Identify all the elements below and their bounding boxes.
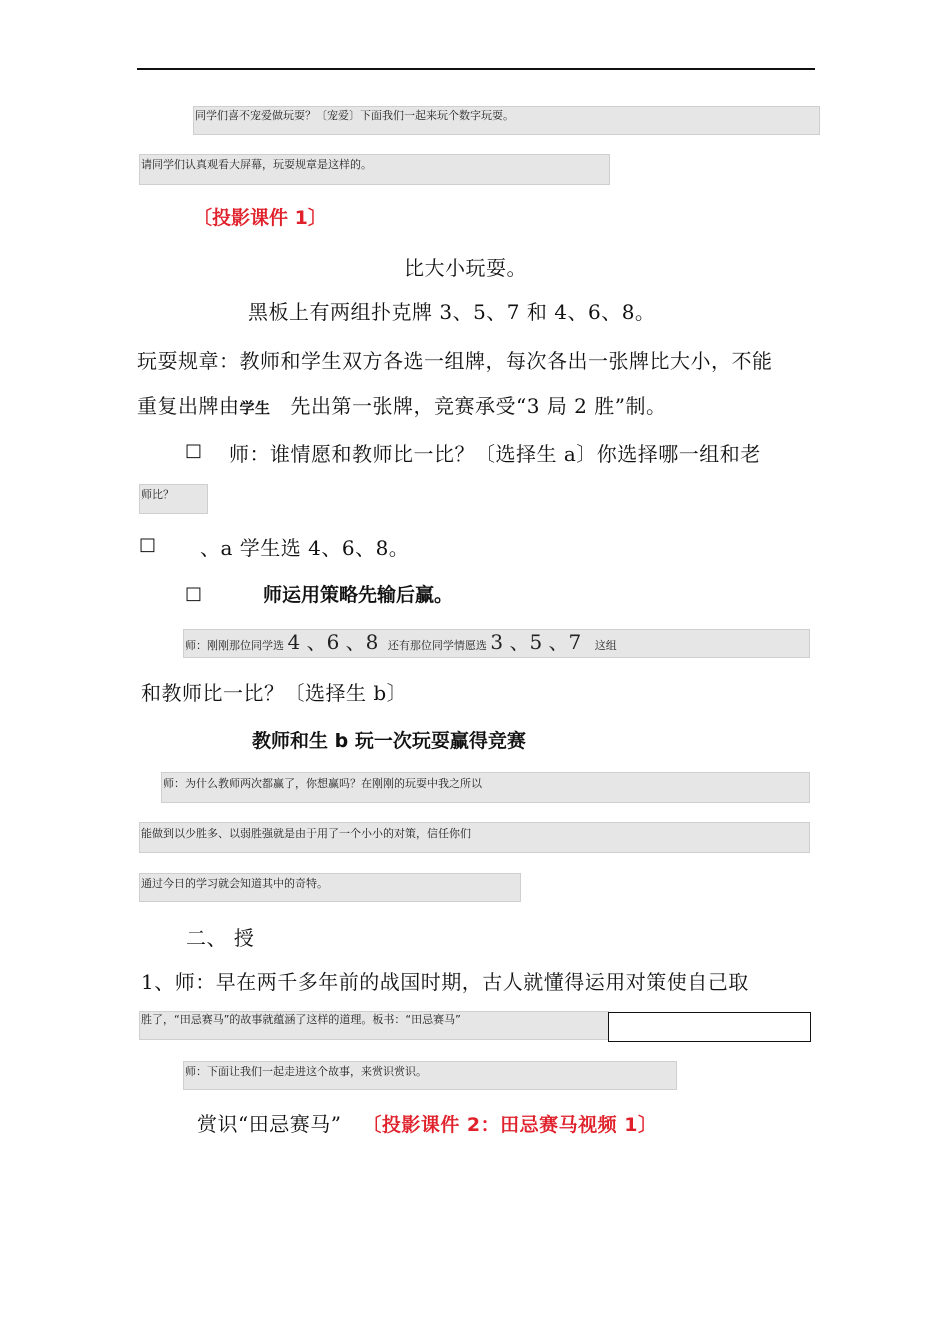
text-run: 还有那位同学情愿选 [387,639,487,652]
text-run: 先出第一张牌，竞赛承受“3 局 2 胜”制。 [290,394,667,418]
paragraph-line: 玩耍规章：教师和学生双方各选一组牌，每次各出一张牌比大小，不能 [137,349,773,373]
paragraph-line: 能做到以少胜多、以弱胜强就是由于用了一个小小的对策，信任你们 [141,827,471,840]
textbox-frame [608,1012,811,1042]
courseware-note: 〔投影课件 2：田忌赛马视频 1〕 [362,1114,658,1136]
text-run: 重复出牌由 [137,394,240,418]
courseware-note: 〔投影课件 1〕 [193,207,327,229]
paragraph-line [137,390,667,419]
header-rule [137,68,815,70]
text-run: 师：刚刚那位同学选 [185,639,284,652]
paragraph-line: 比大小玩耍。 [404,256,527,280]
text-run: 4 、6 、8 [287,630,379,654]
text-run-bold: 学生 [239,399,271,417]
paragraph-line: 通过今日的学习就会知道其中的奇特。 [141,877,328,890]
paragraph-line: 师比？ [141,488,174,501]
paragraph-line: 胜了，“田忌赛马”的故事就蕴涵了这样的道理。板书：“田忌赛马” [141,1013,461,1026]
text-run: 3 、5 、7 [490,630,582,654]
paragraph-line: 黑板上有两组扑克牌 3、5、7 和 4、6、8。 [248,300,656,324]
paragraph-line [197,1108,657,1137]
text-run: 这组 [594,639,617,652]
paragraph-line: 和教师比一比？〔选择生 b〕 [141,681,408,705]
paragraph-line: 师：为什么教师两次都赢了，你想赢吗？在刚刚的玩耍中我之所以 [163,777,482,790]
list-bullet: □ [185,583,203,604]
paragraph-line: 1、师：早在两千多年前的战国时期，古人就懂得运用对策使自己取 [141,970,749,994]
paragraph-line: 请同学们认真观看大屏幕，玩耍规章是这样的。 [141,158,372,171]
text-run: 赏识“田忌赛马” [197,1112,342,1136]
paragraph-line: 师：下面让我们一起走进这个故事，来赏识赏识。 [185,1065,427,1078]
paragraph-line [185,628,617,660]
paragraph-line: 师：谁情愿和教师比一比？〔选择生 a〕你选择哪一组和老 [229,442,761,466]
list-bullet: □ [139,534,157,555]
list-bullet: □ [185,440,203,461]
section-heading: 二、 授 [186,926,255,950]
paragraph-line: 、a 学生选 4、6、8。 [200,536,410,560]
paragraph-line: 教师和生 b 玩一次玩耍赢得竞赛 [252,730,526,752]
paragraph-line: 师运用策略先输后赢。 [263,584,454,606]
paragraph-line: 同学们喜不宠爱做玩耍？〔宠爱〕下面我们一起来玩个数字玩耍。 [195,109,514,122]
